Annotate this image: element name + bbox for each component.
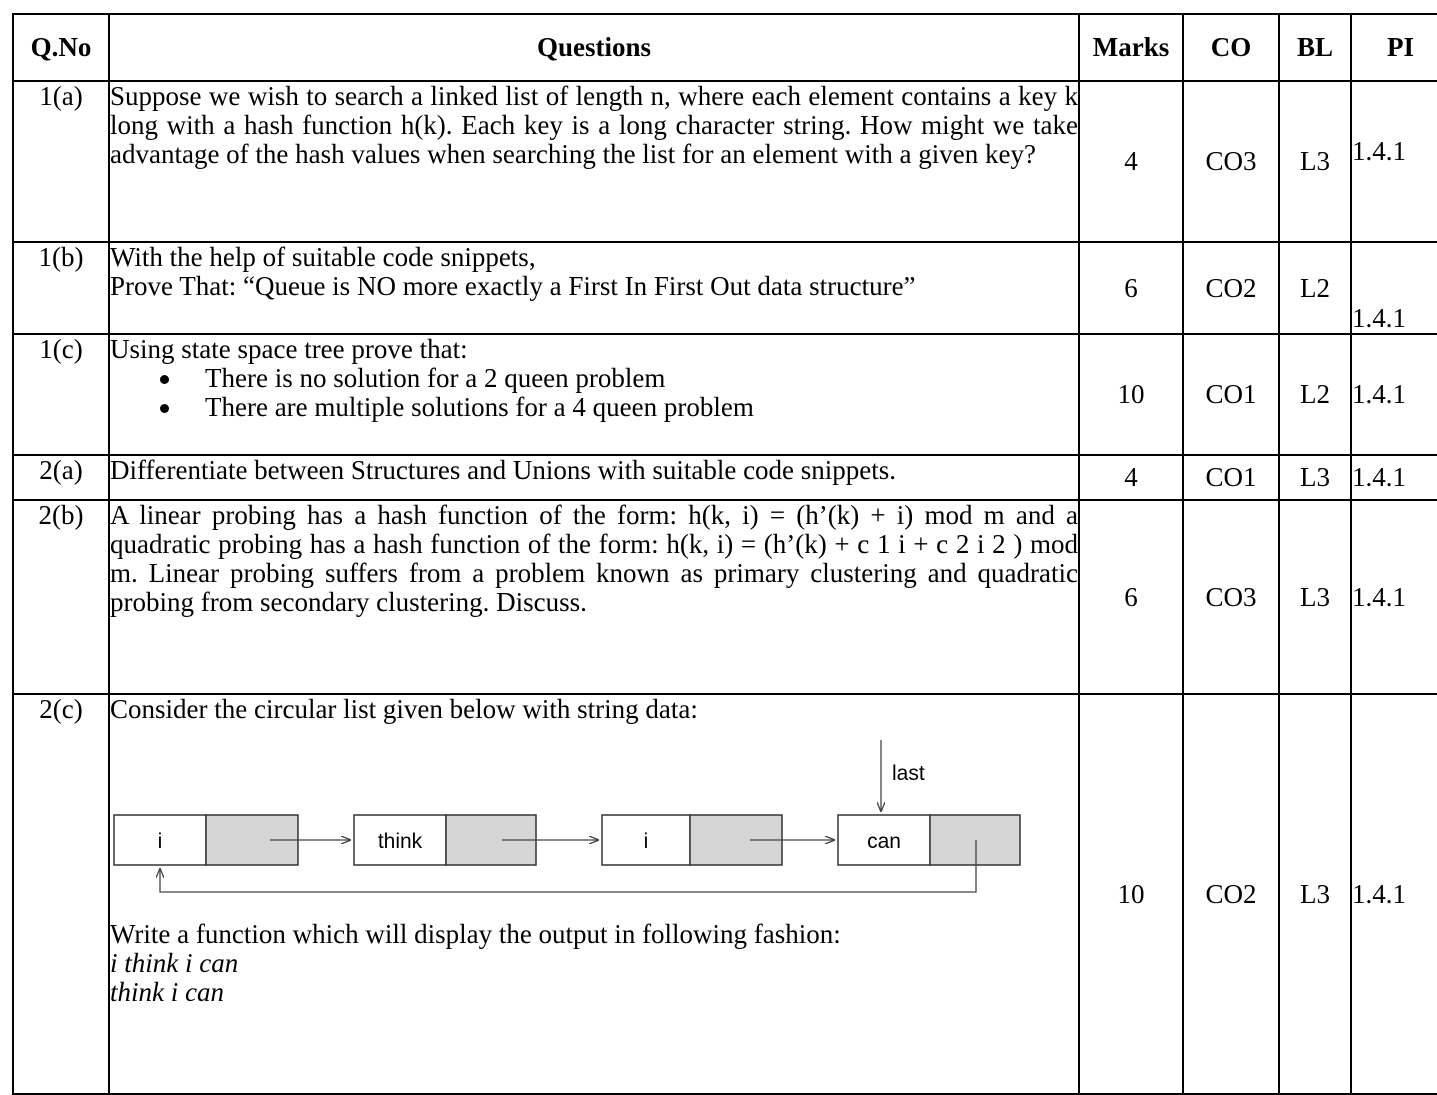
bullet-item: There is no solution for a 2 queen problem xyxy=(205,364,1078,393)
list-node xyxy=(838,815,1020,865)
question-text: Differentiate between Structures and Unions with suitable code snippets. xyxy=(109,455,1079,500)
last-pointer-label: last xyxy=(892,762,925,785)
question-row-1b xyxy=(13,242,1437,334)
question-number: 1(a) xyxy=(13,81,109,242)
question-text xyxy=(109,334,1079,455)
question-line: With the help of suitable code snippets, xyxy=(110,242,536,272)
bullet-list xyxy=(110,364,1078,422)
marks-value: 10 xyxy=(1079,694,1183,1094)
question-number: 2(a) xyxy=(13,455,109,500)
question-number: 1(c) xyxy=(13,334,109,455)
header-co: CO xyxy=(1183,14,1279,81)
co-value: CO2 xyxy=(1183,242,1279,334)
question-row-2a xyxy=(13,455,1437,500)
marks-value: 4 xyxy=(1079,81,1183,242)
header-row xyxy=(13,14,1437,81)
output-line: i think i can xyxy=(110,948,239,978)
circular-list-diagram xyxy=(110,730,1040,910)
header-marks: Marks xyxy=(1079,14,1183,81)
header-pi: PI xyxy=(1351,14,1437,81)
question-table xyxy=(12,13,1437,1095)
pi-value: 1.4.1 xyxy=(1351,455,1437,500)
output-line: think i can xyxy=(110,977,224,1007)
marks-value: 6 xyxy=(1079,500,1183,694)
pi-value: 1.4.1 xyxy=(1351,81,1437,242)
marks-value: 4 xyxy=(1079,455,1183,500)
question-number: 2(c) xyxy=(13,694,109,1094)
bl-value: L2 xyxy=(1279,242,1351,334)
question-intro: Consider the circular list given below with string data: xyxy=(110,694,698,724)
question-text: Suppose we wish to search a linked list of length n, where each element contains a key k long with a hash function h(k). Each key is a long character string. How might we take advantage of the hash values when searching the list for an element with a given key? xyxy=(109,81,1079,242)
bl-value: L3 xyxy=(1279,500,1351,694)
question-row-1a xyxy=(13,81,1437,242)
bl-value: L3 xyxy=(1279,694,1351,1094)
node-label: can xyxy=(867,830,901,853)
header-qno: Q.No xyxy=(13,14,109,81)
bl-value: L3 xyxy=(1279,455,1351,500)
marks-value: 10 xyxy=(1079,334,1183,455)
question-row-2b xyxy=(13,500,1437,694)
bl-value: L2 xyxy=(1279,334,1351,455)
question-text xyxy=(109,694,1079,1094)
node-label: i xyxy=(157,830,163,853)
co-value: CO2 xyxy=(1183,694,1279,1094)
co-value: CO1 xyxy=(1183,455,1279,500)
marks-value: 6 xyxy=(1079,242,1183,334)
question-row-2c xyxy=(13,694,1437,1094)
node-label: i xyxy=(643,830,649,853)
question-line: Prove That: “Queue is NO more exactly a First In First Out data structure” xyxy=(110,271,916,301)
bl-value: L3 xyxy=(1279,81,1351,242)
co-value: CO3 xyxy=(1183,500,1279,694)
question-text xyxy=(109,242,1079,334)
pi-value: 1.4.1 xyxy=(1351,500,1437,694)
bullet-item: There are multiple solutions for a 4 queen problem xyxy=(205,393,1078,422)
question-row-1c xyxy=(13,334,1437,455)
co-value: CO3 xyxy=(1183,81,1279,242)
pi-value: 1.4.1 xyxy=(1351,334,1437,455)
header-bl: BL xyxy=(1279,14,1351,81)
question-intro: Using state space tree prove that: xyxy=(110,334,468,364)
question-text: A linear probing has a hash function of the form: h(k, i) = (h’(k) + i) mod m and a quadratic probing has a hash function of the form: h(k, i) = (h’(k) + c 1 i + c 2 i 2 ) mod m. Linear probing suffers from a problem known as primary clustering and quadratic probing from secondary clustering. Discuss. xyxy=(109,500,1079,694)
co-value: CO1 xyxy=(1183,334,1279,455)
question-number: 2(b) xyxy=(13,500,109,694)
question-prompt: Write a function which will display the output in following fashion: xyxy=(110,919,841,949)
question-number: 1(b) xyxy=(13,242,109,334)
node-label: think xyxy=(377,830,423,853)
pi-value: 1.4.1 xyxy=(1351,242,1437,334)
header-questions: Questions xyxy=(109,14,1079,81)
pi-value: 1.4.1 xyxy=(1351,694,1437,1094)
